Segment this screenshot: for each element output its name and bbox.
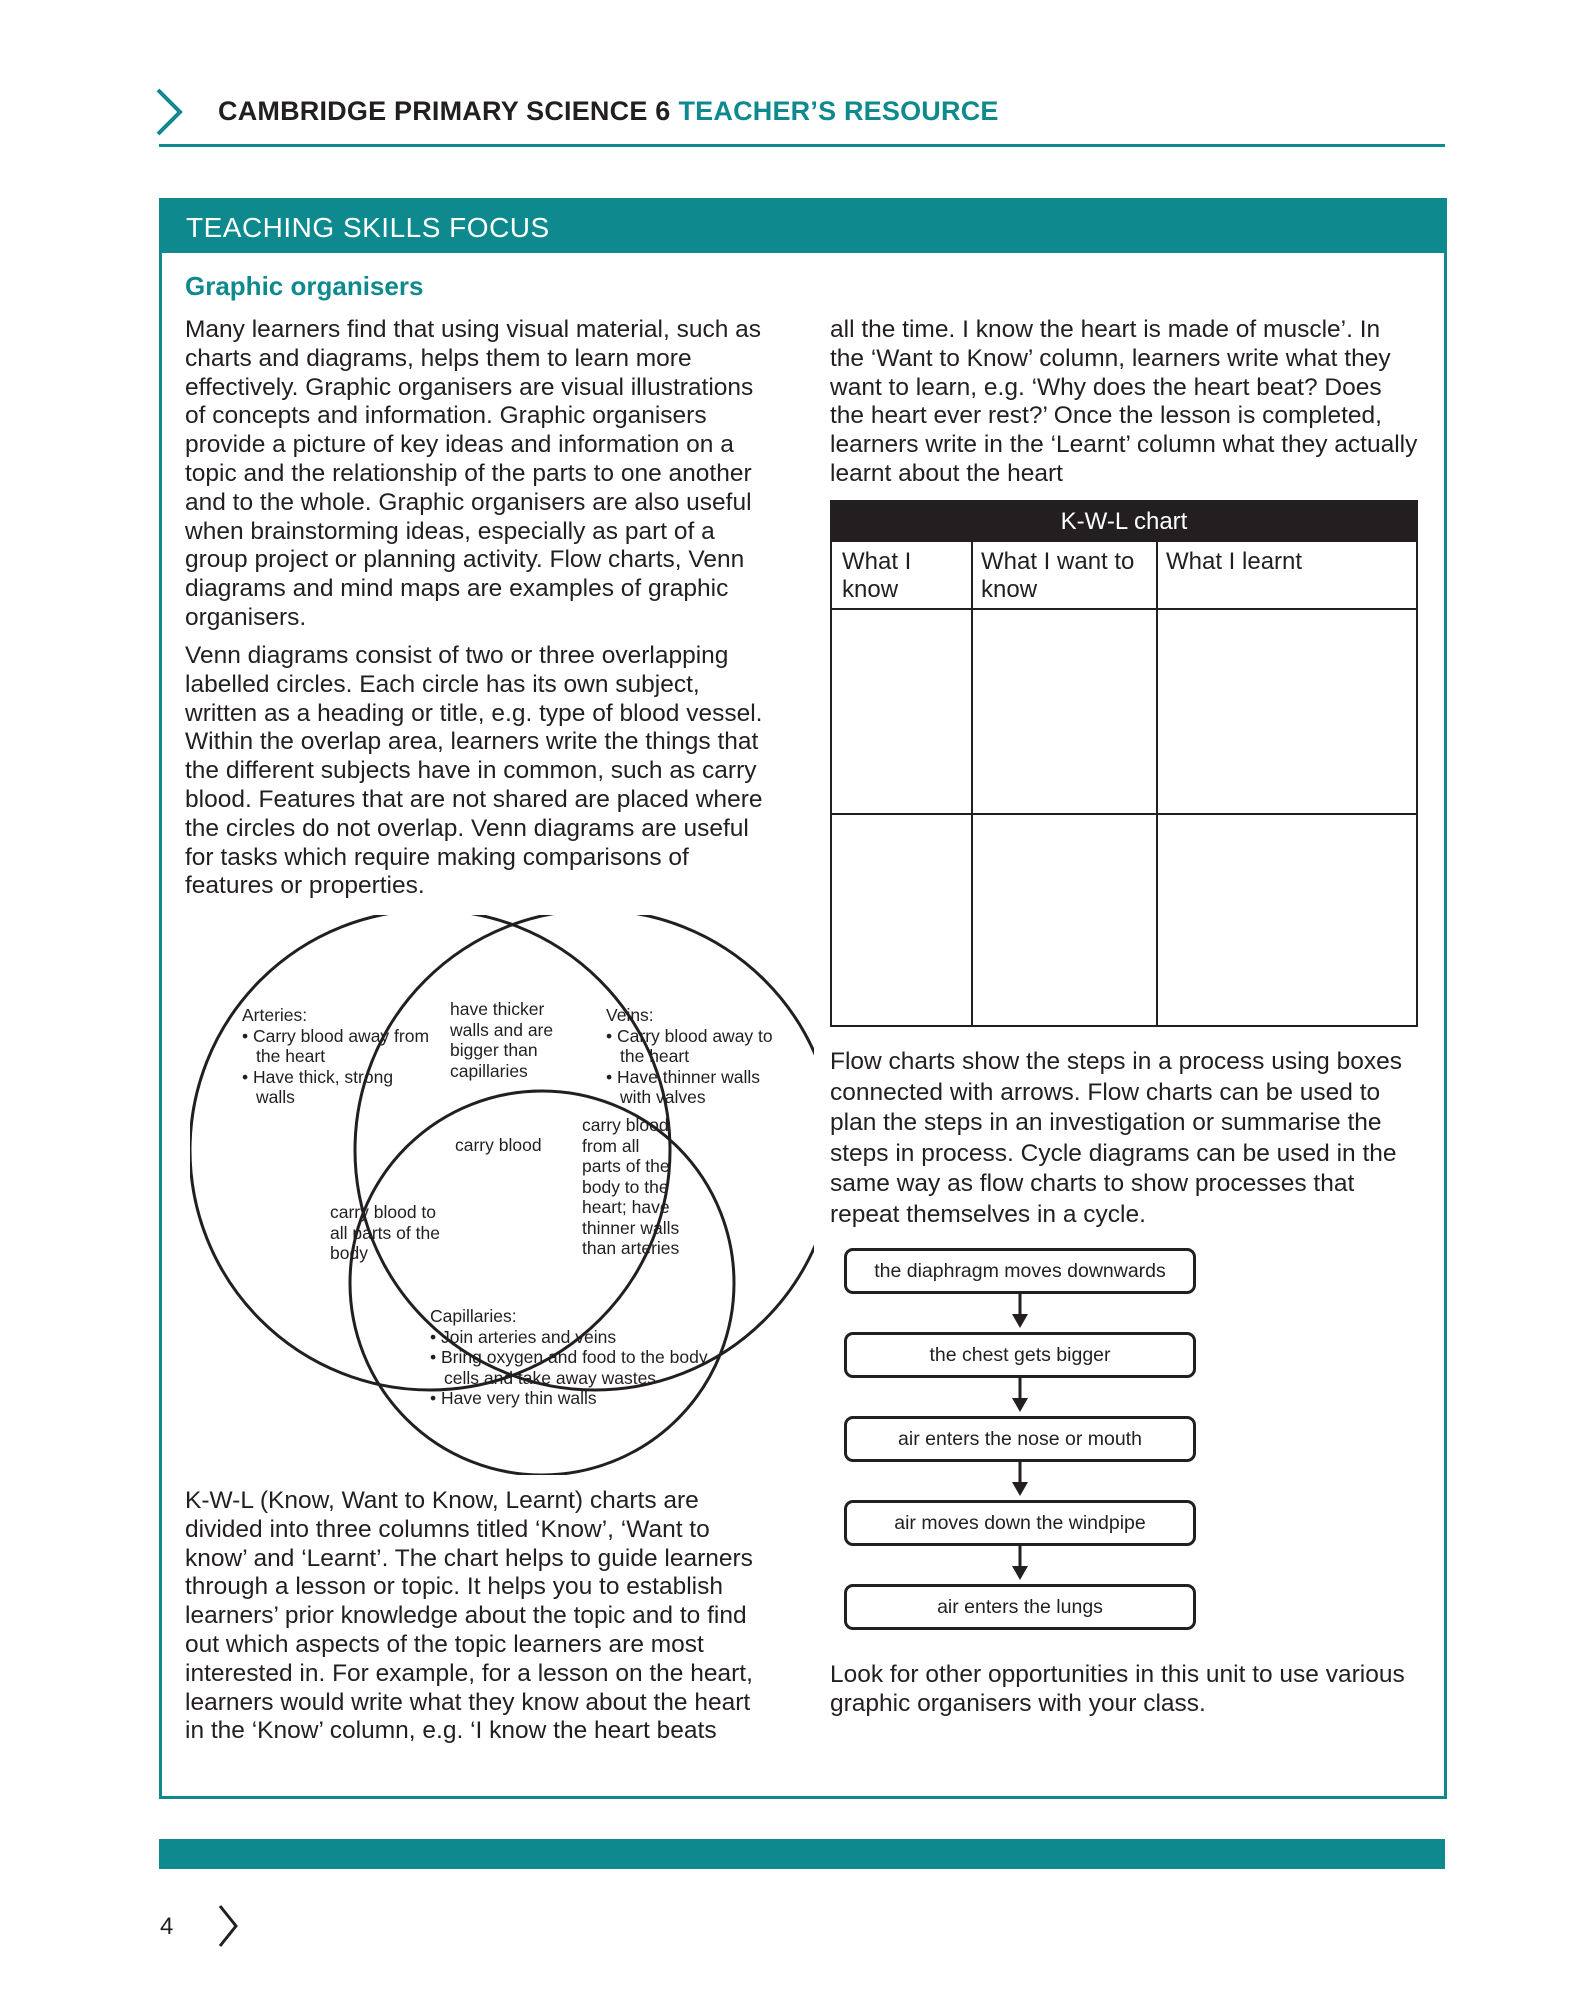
paragraph-kwl-continued: all the time. I know the heart is made of muscle’. In the ‘Want to Know’ column, learners write what they want to learn, e.g. ‘Why does the heart beat? Does the heart ever rest?’ Once the lesson is completed, learners write in the ‘Learnt’ column what they actually learnt about the heart xyxy=(830,316,1418,487)
kwl-column-divider xyxy=(971,542,973,1025)
resource-title: TEACHER’S RESOURCE xyxy=(678,96,999,126)
page-number: 4 xyxy=(160,1913,174,1940)
flow-chart xyxy=(840,1248,1200,1643)
venn-capillaries-item: • Bring oxygen and food to the body cells and take away wastes xyxy=(430,1347,720,1388)
venn-arteries-capillaries-overlap: carry blood to all parts of the body xyxy=(330,1202,440,1263)
venn-capillaries-label xyxy=(430,1306,720,1409)
venn-arteries-label xyxy=(242,1005,432,1108)
venn-veins-capillaries-overlap: carry blood from all parts of the body to the heart; have thinner walls than arteries xyxy=(582,1115,680,1258)
venn-capillaries-item: • Join arteries and veins xyxy=(430,1327,720,1348)
header-divider xyxy=(159,144,1445,147)
flow-step: air enters the nose or mouth xyxy=(844,1416,1196,1462)
flow-step: the chest gets bigger xyxy=(844,1332,1196,1378)
venn-capillaries-item: • Have very thin walls xyxy=(430,1388,720,1409)
kwl-column-want: What I want to know xyxy=(981,548,1135,603)
paragraph-intro: Many learners find that using visual material, such as charts and diagrams, helps them to learn more effectively. Graphic organisers are visual illustrations of concepts and information. Graphic organisers provide a picture of key ideas and information on a topic and the relationship of the parts to one another and to the whole. Graphic organisers are also useful when brainstorming ideas, especially as part of a group project or planning activity. Flow charts, Venn diagrams and mind maps are examples of graphic organisers. xyxy=(185,316,762,631)
kwl-column-know: What I know xyxy=(842,548,912,603)
venn-veins-item: • Carry blood away to the heart xyxy=(606,1026,776,1067)
kwl-column-divider xyxy=(1156,542,1158,1025)
kwl-row-divider xyxy=(832,813,1416,815)
venn-arteries-veins-overlap: have thicker walls and are bigger than capillaries xyxy=(450,999,554,1081)
venn-capillaries-title: Capillaries: xyxy=(430,1306,517,1326)
kwl-column-learnt: What I learnt xyxy=(1166,548,1303,575)
kwl-chart-title: K-W-L chart xyxy=(832,502,1416,542)
venn-veins-title: Veins: xyxy=(606,1005,654,1025)
paragraph-closing: Look for other opportunities in this unit to use various graphic organisers with your class. xyxy=(830,1661,1405,1717)
paragraph-venn: Venn diagrams consist of two or three overlapping labelled circles. Each circle has its own subject, written as a heading or title, e.g. type of blood vessel. Within the overlap area, learners write the things that the different subjects have in common, such as carry blood. Features that are not shared are placed where the circles do not overlap. Venn diagrams are useful for tasks which require making comparisons of features or properties. xyxy=(185,642,763,900)
kwl-chart xyxy=(830,500,1418,1027)
box-header xyxy=(162,201,1444,253)
venn-arteries-item: • Have thick, strong walls xyxy=(242,1067,432,1108)
chevron-right-icon xyxy=(152,86,186,138)
footer-bar xyxy=(159,1839,1445,1869)
flow-step: air moves down the windpipe xyxy=(844,1500,1196,1546)
chevron-right-icon xyxy=(217,1903,239,1949)
flow-step: air enters the lungs xyxy=(844,1584,1196,1630)
venn-veins-label xyxy=(606,1005,776,1108)
paragraph-kwl: K-W-L (Know, Want to Know, Learnt) charts are divided into three columns titled ‘Know’, ‘Want to know’ and ‘Learnt’. The chart helps to guide learners through a lesson or topic. It helps you to establish learners’ prior knowledge about the topic and to find out which aspects of the topic learners are most interested in. For example, for a lesson on the heart, learners would write what they know about the heart in the ‘Know’ column, e.g. ‘I know the heart beats xyxy=(185,1487,753,1745)
box-heading: TEACHING SKILLS FOCUS xyxy=(186,212,550,243)
venn-arteries-title: Arteries: xyxy=(242,1005,308,1025)
venn-arteries-item: • Carry blood away from the heart xyxy=(242,1026,432,1067)
venn-diagram xyxy=(190,915,814,1475)
venn-center-overlap: carry blood xyxy=(455,1135,542,1155)
book-title: CAMBRIDGE PRIMARY SCIENCE 6 xyxy=(218,96,671,126)
flow-step: the diaphragm moves downwards xyxy=(844,1248,1196,1294)
venn-veins-item: • Have thinner walls with valves xyxy=(606,1067,776,1108)
kwl-row-divider xyxy=(832,608,1416,610)
section-subheading: Graphic organisers xyxy=(185,271,424,301)
paragraph-flow-charts: Flow charts show the steps in a process using boxes connected with arrows. Flow charts can be used to plan the steps in an investigation or summarise the steps in process. Cycle diagrams can be used in the same way as flow charts to show processes that repeat themselves in a cycle. xyxy=(830,1048,1402,1228)
running-header xyxy=(218,96,999,127)
